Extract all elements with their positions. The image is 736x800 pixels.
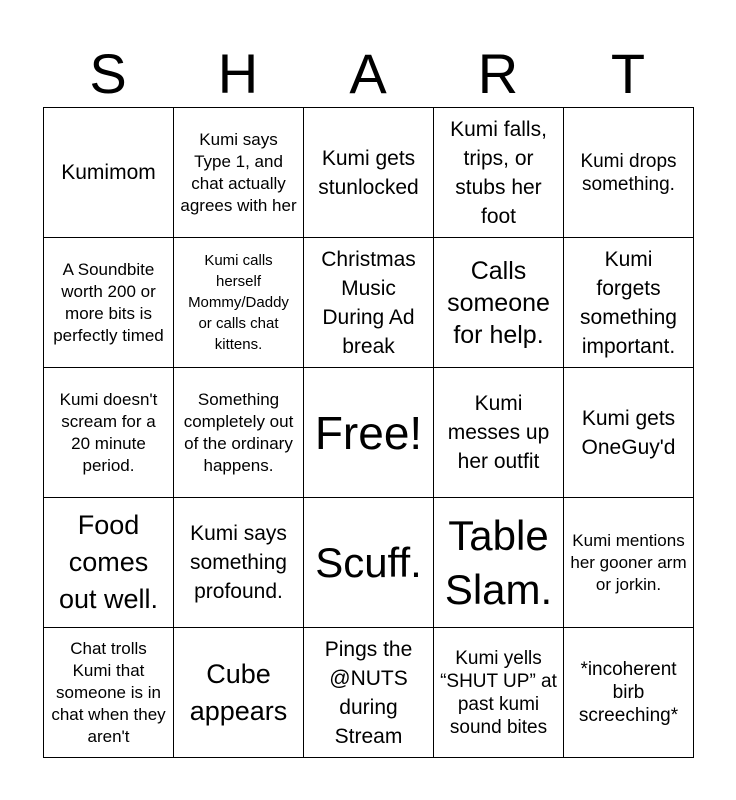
cell-text: A Soundbite worth 200 or more bits is perfectly timed — [53, 259, 164, 345]
bingo-cell[interactable] — [44, 368, 174, 498]
cell-text: Kumi says Type 1, and chat actually agrees with her — [180, 129, 297, 215]
bingo-board — [43, 107, 694, 758]
header-letter-t: T — [610, 42, 646, 105]
cell-text: Something completely out of the ordinary happens. — [183, 389, 294, 475]
header-letter-r: R — [477, 42, 519, 105]
cell-text: Table Slam. — [444, 511, 553, 613]
cell-text: Kumi gets stunlocked — [318, 146, 419, 199]
bingo-cell[interactable] — [564, 498, 694, 628]
cell-text: Kumi says something profound. — [190, 522, 287, 603]
cell-text: Kumi mentions her gooner arm or jorkin. — [570, 530, 687, 594]
bingo-cell[interactable] — [564, 238, 694, 368]
bingo-cell[interactable] — [44, 238, 174, 368]
cell-text: *incoherent birb screeching* — [578, 659, 679, 726]
cell-text: Kumi gets OneGuy'd — [581, 406, 676, 459]
bingo-cell[interactable] — [174, 368, 304, 498]
bingo-cell[interactable] — [304, 498, 434, 628]
cell-text: Cube appears — [189, 658, 288, 726]
header-letter-h: H — [217, 42, 259, 105]
bingo-cell[interactable] — [564, 368, 694, 498]
bingo-header — [43, 40, 693, 108]
cell-text: Kumi forgets something important. — [580, 247, 677, 358]
cell-text: Scuff. — [315, 538, 422, 586]
bingo-cell[interactable] — [564, 628, 694, 758]
bingo-cell[interactable] — [174, 108, 304, 238]
bingo-cell[interactable] — [44, 498, 174, 628]
header-letter-a: A — [349, 42, 387, 105]
bingo-cell[interactable] — [174, 238, 304, 368]
cell-text: Calls someone for help. — [447, 256, 550, 349]
bingo-cell[interactable] — [174, 498, 304, 628]
cell-text: Kumi messes up her outfit — [447, 392, 550, 473]
cell-text: Free! — [314, 406, 423, 459]
cell-text: Kumi calls herself Mommy/Daddy or calls chat kittens. — [188, 252, 289, 353]
bingo-cell[interactable] — [304, 238, 434, 368]
cell-text: Kumi yells “SHUT UP” at past kumi sound bites — [440, 647, 557, 738]
cell-text: Pings the @NUTS during Stream — [324, 637, 413, 748]
cell-text: Kumi drops something. — [580, 150, 677, 195]
bingo-cell[interactable] — [434, 628, 564, 758]
cell-text: Food comes out well. — [58, 510, 159, 614]
bingo-cell[interactable] — [434, 368, 564, 498]
cell-text: Chat trolls Kumi that someone is in chat when they aren't — [51, 638, 166, 746]
bingo-cell[interactable] — [304, 628, 434, 758]
bingo-cell[interactable] — [434, 498, 564, 628]
bingo-cell[interactable] — [434, 238, 564, 368]
bingo-cell[interactable] — [304, 108, 434, 238]
bingo-cell[interactable] — [564, 108, 694, 238]
bingo-cell-free[interactable] — [304, 368, 434, 498]
bingo-cell[interactable] — [44, 108, 174, 238]
cell-text: Kumi falls, trips, or stubs her foot — [450, 117, 547, 228]
cell-text: Kumi doesn't scream for a 20 minute period. — [59, 389, 158, 475]
cell-text: Kumimom — [61, 161, 156, 184]
header-letter-s: S — [89, 42, 127, 105]
bingo-cell[interactable] — [44, 628, 174, 758]
cell-text: Christmas Music During Ad break — [321, 247, 416, 358]
bingo-cell[interactable] — [434, 108, 564, 238]
bingo-cell[interactable] — [174, 628, 304, 758]
